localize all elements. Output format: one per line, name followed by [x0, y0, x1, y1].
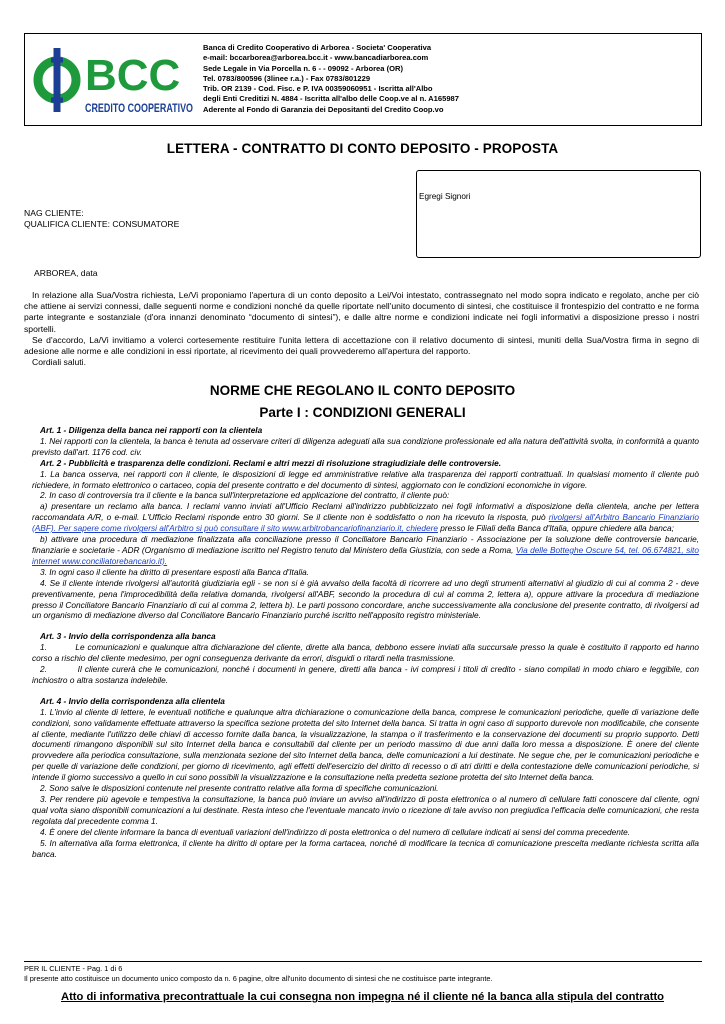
articles — [32, 425, 702, 859]
parte-title: Parte I : CONDIZIONI GENERALI — [259, 405, 466, 420]
bank-address: Sede Legale in Via Porcella n. 6 - - 09092 - Arborea (OR) — [203, 63, 404, 73]
address-box — [416, 170, 701, 258]
bank-guarantee-fund: Aderente al Fondo di Garanzia dei Depositanti del Credito Coop.vo — [203, 104, 444, 114]
norme-title: NORME CHE REGOLANO IL CONTO DEPOSITO — [209, 383, 516, 398]
logo-subtitle: CREDITO COOPERATIVO — [85, 103, 194, 115]
logo-brand: BCC — [85, 51, 181, 100]
art3-heading: Art. 3 - Invio della corrispondenza alla banca — [40, 631, 216, 642]
bank-email[interactable]: e-mail: bccarborea@arborea.bcc.it - www.bancadiarborea.com — [203, 53, 429, 63]
footer-disclaimer: Atto di informativa precontrattuale la cui consegna non impegna né il cliente né la banca alla stipula del contratto — [61, 991, 664, 1003]
art4-p2: 2. Sono salve le disposizioni contenute nel presente contratto relative alla forma di specifiche comunicazioni. — [40, 783, 439, 794]
art4-p4: 4. È onere del cliente informare la banca di eventuali variazioni dell'indirizzo di posta elettronica o del numero di cellulare indicati ai sensi del comma precedente. — [40, 826, 631, 837]
bcc-logo — [33, 40, 198, 122]
document-title: LETTERA - CONTRATTO DI CONTO DEPOSITO - PROPOSTA — [166, 141, 559, 156]
art2-pb-text: b) attivare una procedura di mediazione finalizzata alla conciliazione presso il Conciliatore Bancario Finanziario - Associazione per la soluzione delle controversie bancarie, finanziarie e societarie - ADR (Organismo di mediazione iscritto nel Registro tenuto dal Ministero della Giustizia, con sede a Roma, — [32, 534, 699, 555]
art2-p4: 4. Se il cliente intende rivolgersi all'autorità giudiziaria egli - se non si è già avvalso della facoltà di ricorrere ad uno degli strumenti alternativi al giudizio di cui al comma 2 - deve preventivamente, pena l'improcedibilità della relativa domanda, rivolgersi all'ABF, secondo la procedura di cui al comma 2, lettera a), oppure attivare la procedura di mediazione presso il Conciliatore Bancario Finanziario di cui al comma 2, lettera b). Le parti possono concordare, anche successivamente alla conclusione del presente contratto, di rivolgersi ad un organismo di mediazione diverso dal Conciliatore Bancario Finanziario purché iscritto nell'apposito registro ministeriale. — [32, 577, 699, 621]
client-info — [24, 208, 179, 230]
letterhead — [24, 33, 702, 126]
intro-paragraph: In relazione alla Sua/Vostra richiesta, Le/Vi proponiamo l'apertura di un conto deposito a Lei/Voi intestato, contrassegnato nel modo sopra indicato e regolato, anche per ciò che attiene ai servizi connessi, dalle seguenti norme e condizioni nonché da quelle riportate nell'unito documento di sintesi, che costituisce il frontespizio del contratto e ne forma parte integrante e sostanziale (d'ora innanzi denominato “documento di sintesi”), e dalle altre norme e condizioni indicate nei fogli informativi a disposizione presso i nostri sportelli. — [24, 290, 699, 334]
qualifica-cliente: QUALIFICA CLIENTE: CONSUMATORE — [24, 219, 180, 229]
conciliatore-link[interactable]: Via delle Botteghe Oscure 54, tel. 06.674821, sito internet www.conciliatorebancario.it). — [32, 544, 699, 566]
art2-heading: Art. 2 - Pubblicità e trasparenza delle condizioni. Reclami e altri mezzi di risoluzione stragiudiziale delle controversie. — [40, 457, 502, 468]
abf-link[interactable]: rivolgersi all'Arbitro Bancario Finanziario (ABF). Per sapere come rivolgersi all'Arbitro si può consultare il sito www.arbitrobancariofinanziario.it, chiedere — [32, 512, 700, 534]
art4-p3: 3. Per rendere più agevole e tempestiva la consultazione, la banca può inviare un avviso all'indirizzo di posta elettronica o al numero di cellulare fatti conoscere dal cliente, ogni qual volta siano disponibili comunicazioni a lui destinate. Resta inteso che l'eventuale mancato invio o ricezione di tale avviso non pregiudica l'efficacia delle comunicazioni, che resta regolata dal precedente comma 1. — [32, 794, 699, 826]
bank-register: degli Enti Creditizi N. 4884 - Iscritta all'albo delle Coop.ve al n. A165987 — [203, 94, 459, 104]
footer-page-number: PER IL CLIENTE - Pag. 1 di 6 — [24, 964, 123, 973]
art3-p2: 2. Il cliente curerà che le comunicazioni, nonché i documenti in genere, diretti alla banca - ivi compresi i titoli di credito - siano compilati in modo chiaro e leggibile, con inchiostro o altra sostanza indelebile. — [32, 664, 702, 685]
bank-tax-info: Trib. OR 2139 - Cod. Fisc. e P. IVA 00359060951 - Iscritta all'Albo — [203, 84, 433, 94]
art2-pa-tail: presso le Filiali della Banca d'Italia, oppure chiedere alla banca; — [438, 523, 674, 534]
art4-p1: 1. L'invio al cliente di lettere, le eventuali notifiche e qualunque altra dichiarazione o comunicazione della banca, comprese le comunicazioni periodiche, quelle di variazione delle condizioni, sono validamente effettuate attraverso la specifica sezione protetta del sito Internet della banca. Si tratta in ogni caso di supporto durevole non modificabile, che consente al cliente, mediante l'utilizzo delle chiavi di accesso fornite dalla banca, la visualizzazione, la stampa o il trasferimento e la conservazione dei documenti su proprio supporto. Detti documenti rimangono disponibili sul sito Internet della banca e consultabili dal cliente per un periodo massimo di due anni dalla loro messa a disposizione. È onere del cliente provvedere alla periodica consultazione, sulla menzionata sezione del sito Internet della banca, delle comunicazioni a lui destinate. Ne segue che, per le comunicazioni periodiche e per quelle di variazione delle condizioni, per giorno di ricevimento, agli effetti dell'esercizio del diritto di recesso o di atri diritti e della contestazione delle comunicazioni periodiche, si intende il giorno successivo a quello in cui sono possibili la visualizzazione e la consultazione nella predetta sezione protetta del sito Internet della banca. — [32, 706, 699, 783]
art4-p5: 5. In alternativa alla forma elettronica, il cliente ha diritto di optare per la forma cartacea, nonché di modificare la tecnica di comunicazione prescelta mediante richiesta scritta alla banca. — [32, 837, 699, 859]
address-greeting: Egregi Signori — [419, 192, 471, 201]
bank-info — [203, 43, 698, 115]
art2-pa — [32, 501, 699, 534]
art1-p1: 1. Nei rapporti con la clientela, la banca è tenuta ad osservare criteri di diligenza adeguati alla sua condizione professionale ed alla natura dell'attività svolta, in conformità a quanto previsto dall'art. 1176 cod. civ. — [32, 435, 699, 457]
art2-pa-text: a) presentare un reclamo alla banca. I reclami vanno inviati all'Ufficio Reclami all'indirizzo pubblicizzato nei fogli informativi a disposizione della clientela, anche per lettera raccomandata A/R, o e-mail. L'Ufficio Reclami risponde entro 30 giorni. Se il cliente non è soddisfatto o non ha ricevuto la risposta, può — [32, 501, 699, 523]
art4-heading: Art. 4 - Invio della corrispondenza alla clientela — [40, 695, 225, 706]
intro-closing: Cordiali saluti. — [32, 357, 86, 368]
footer-divider — [24, 961, 702, 962]
bank-phone: Tel. 0783/800596 (3linee r.a.) - Fax 0783/801229 — [203, 73, 371, 83]
intro-text — [24, 290, 699, 368]
nag-cliente: NAG CLIENTE: — [24, 208, 84, 218]
art2-p3: 3. In ogni caso il cliente ha diritto di presentare esposti alla Banca d'Italia. — [40, 566, 310, 577]
art2-p2: 2. In caso di controversia tra il cliente e la banca sull'interpretazione ed applicazione del contratto, il cliente può: — [40, 490, 450, 501]
art3-p1: 1. Le comunicazioni e qualunque altra dichiarazione del cliente, dirette alla banca, debbono essere inviati alla succursale presso la quale è costituito il rapporto ed hanno corso a rischio del cliente medesimo, per ogni conseguenza derivante da errori, disguidi o ritardi nella trasmissione. — [32, 642, 702, 664]
bank-name: Banca di Credito Cooperativo di Arborea - Societa' Cooperativa — [203, 43, 432, 52]
art1-heading: Art. 1 - Diligenza della banca nei rapporti con la clientela — [40, 425, 263, 435]
footer-note: Il presente atto costituisce un documento unico composto da n. 6 pagine, oltre all'unito documento di sintesi che ne costituisce parte integrante. — [24, 974, 493, 983]
intro-paragraph: Se d'accordo, La/Vi invitiamo a volerci cortesemente restituire l'unita lettera di accettazione con il relativo documento di sintesi, muniti della Sua/Vostra firma in segno di adesione alle norme e alle condizioni in essi riportate, al ricevimento dei quali provvederemo all'apertura del rapporto. — [24, 334, 699, 357]
art2-pb — [32, 534, 699, 567]
art2-p1: 1. La banca osserva, nei rapporti con il cliente, le disposizioni di legge ed amministrative relative alla trasparenza dei rapporti contrattuali. In qualsiasi momento il cliente può richiedere, in formato elettronico o cartaceo, copia del presente contratto e del documento di sintesi, aggiornato con le condizioni economiche in vigore. — [32, 468, 699, 490]
place-date: ARBOREA, data — [34, 268, 98, 278]
